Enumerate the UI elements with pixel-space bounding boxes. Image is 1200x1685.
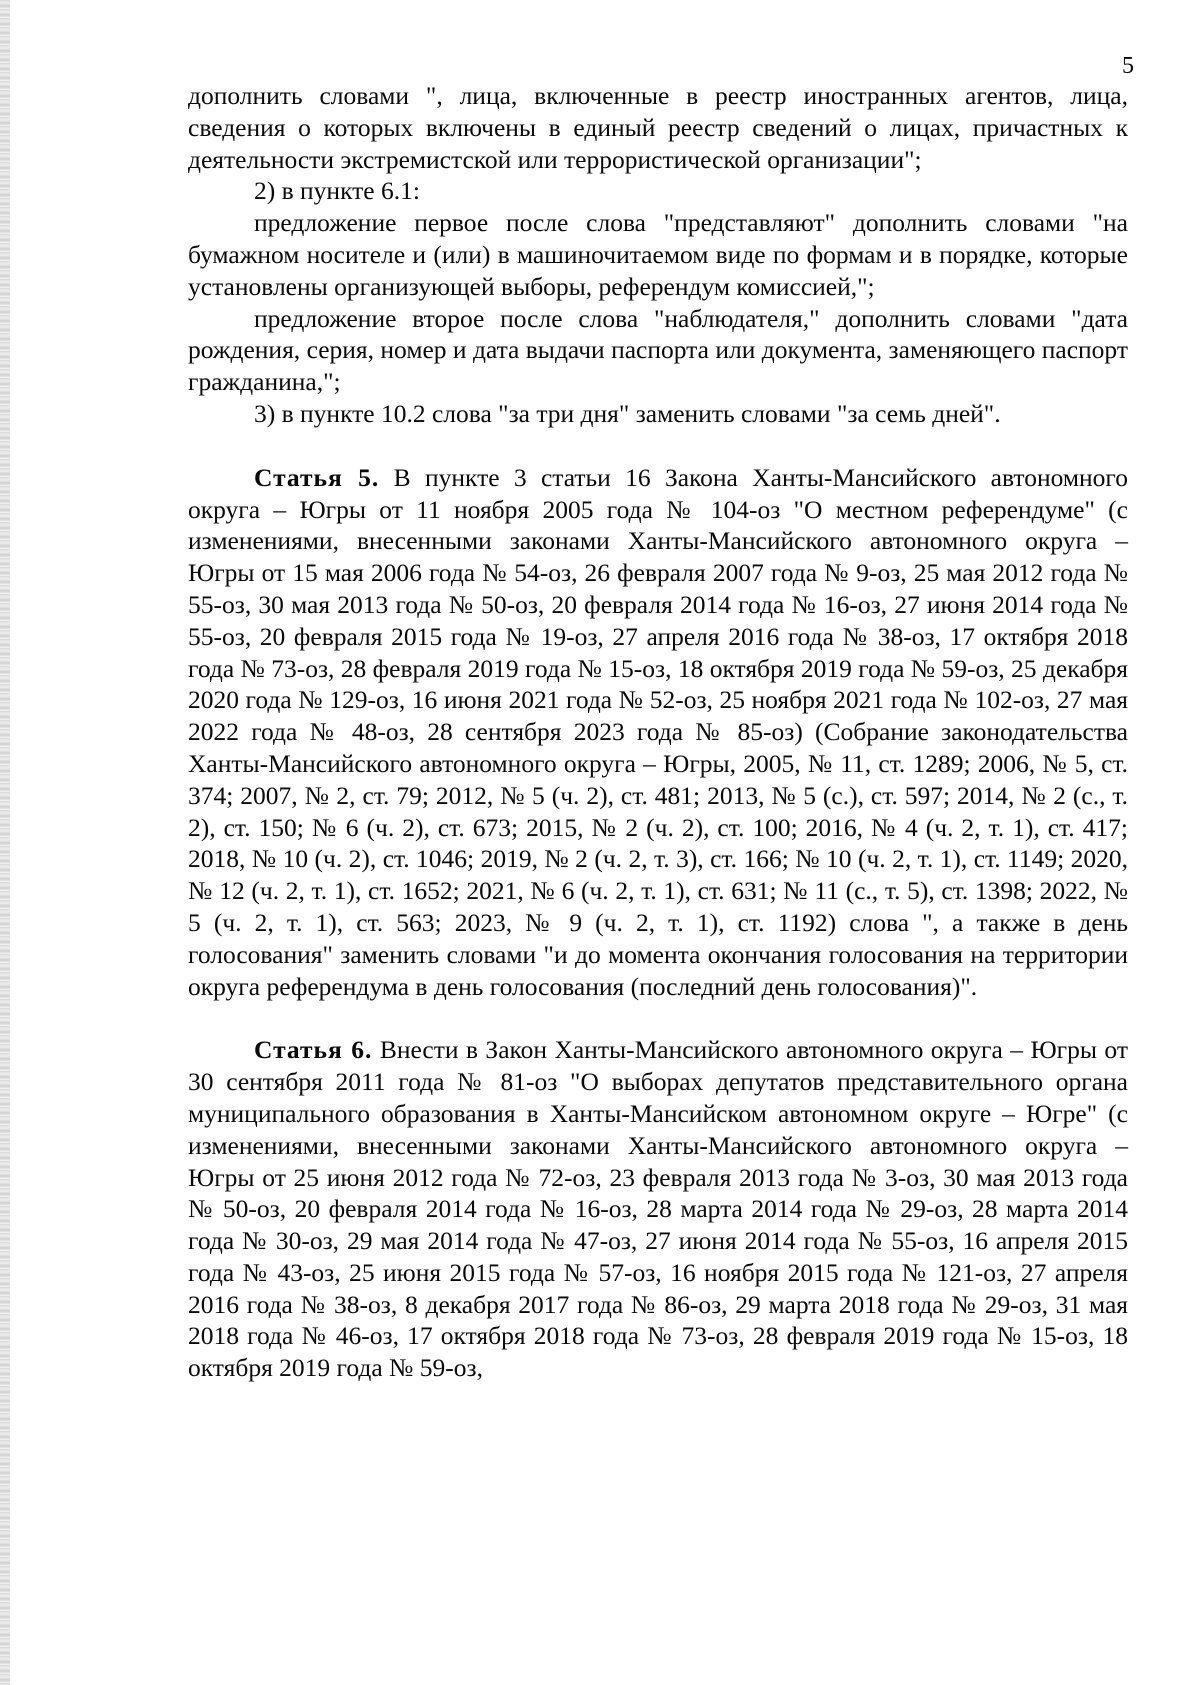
paragraph-amendment-text: дополнить словами ", лица, включенные в реестр иностранных агентов, лица, сведения о которых включены в единый реестр сведений о лицах, причастных к деятельности экстремистской или террористической организации";	[188, 81, 1128, 174]
article-5-title: Статья 5.	[254, 462, 380, 492]
article-5-text: В пункте 3 статьи 16 Закона Ханты-Мансийского автономного округа – Югры от 11 ноября 2005 года № 104-оз "О местном референдуме" (с изменениями, внесенными законами Ханты-Мансийского автономного округа – Югры от 15 мая 2006 года № 54-оз, 26 февраля 2007 года № 9-оз, 25 мая 2012 года № 55-оз, 30 мая 2013 года № 50-оз, 20 февраля 2014 года № 16-оз, 27 июня 2014 года № 55-оз, 20 февраля 2015 года № 19-оз, 27 апреля 2016 года № 38-оз, 17 октября 2018 года № 73-оз, 28 февраля 2019 года № 15-оз, 18 октября 2019 года № 59-оз, 25 декабря 2020 года № 129-оз, 16 июня 2021 года № 52-оз, 25 ноября 2021 года № 102-оз, 27 мая 2022 года № 48-оз, 28 сентября 2023 года № 85-оз) (Собрание законодательства Ханты-Мансийского автономного округа – Югры, 2005, № 11, ст. 1289; 2006, № 5, ст. 374; 2007, № 2, ст. 79; 2012, № 5 (ч. 2), ст. 481; 2013, № 5 (с.), ст. 597; 2014, № 2 (с., т. 2), ст. 150; № 6 (ч. 2), ст. 673; 2015, № 2 (ч. 2), ст. 100; 2016, № 4 (ч. 2, т. 1), ст. 417; 2018, № 10 (ч. 2), ст. 1046; 2019, № 2 (ч. 2, т. 3), ст. 166; № 10 (ч. 2, т. 1), ст. 1149; 2020, № 12 (ч. 2, т. 1), ст. 1652; 2021, № 6 (ч. 2, т. 1), ст. 631; № 11 (с., т. 5), ст. 1398; 2022, № 5 (ч. 2, т. 1), ст. 563; 2023, № 9 (ч. 2, т. 1), ст. 1192) слова ", а также в день голосования" заменить словами "и до момента окончания голосования на территории округа референдума в день голосования (последний день голосования)".	[188, 462, 1128, 1001]
article-6-text: Внести в Закон Ханты-Мансийского автономного округа – Югры от 30 сентября 2011 года № 81-оз "О выборах депутатов представительного органа муниципального образования в Ханты-Мансийском автономном округе – Югре" (с изменениями, внесенными законами Ханты-Мансийского автономного округа – Югры от 25 июня 2012 года № 72-оз, 23 февраля 2013 года № 3-оз, 30 мая 2013 года № 50-оз, 20 февраля 2014 года № 16-оз, 28 марта 2014 года № 29-оз, 28 марта 2014 года № 30-оз, 29 мая 2014 года № 47-оз, 27 июня 2014 года № 55-оз, 16 апреля 2015 года № 43-оз, 25 июня 2015 года № 57-оз, 16 ноября 2015 года № 121-оз, 27 апреля 2016 года № 38-оз, 8 декабря 2017 года № 86-оз, 29 марта 2018 года № 29-оз, 31 мая 2018 года № 46-оз, 17 октября 2018 года № 73-оз, 28 февраля 2019 года № 15-оз, 18 октября 2019 года № 59-оз,	[188, 1035, 1128, 1383]
paragraph-item-2: 2) в пункте 6.1:	[254, 176, 420, 206]
article-6	[188, 1034, 1128, 1384]
article-6-title: Статья 6.	[254, 1035, 373, 1065]
article-5	[188, 462, 1128, 1003]
page-number: 5	[1122, 53, 1134, 79]
paragraph-first-sentence: предложение первое после слова "представляют" дополнить словами "на бумажном носителе и (или) в машиночитаемом виде по формам и в порядке, которые установлены организующей выборы, референдум комиссией,";	[188, 208, 1128, 301]
scan-edge	[0, 0, 10, 1685]
paragraph-item-3: 3) в пункте 10.2 слова "за три дня" заменить словами "за семь дней".	[254, 398, 1001, 428]
paragraph-second-sentence: предложение второе после слова "наблюдателя," дополнить словами "дата рождения, серия, номер и дата выдачи паспорта или документа, заменяющего паспорт гражданина,";	[188, 303, 1128, 397]
document-body	[188, 80, 1128, 1384]
